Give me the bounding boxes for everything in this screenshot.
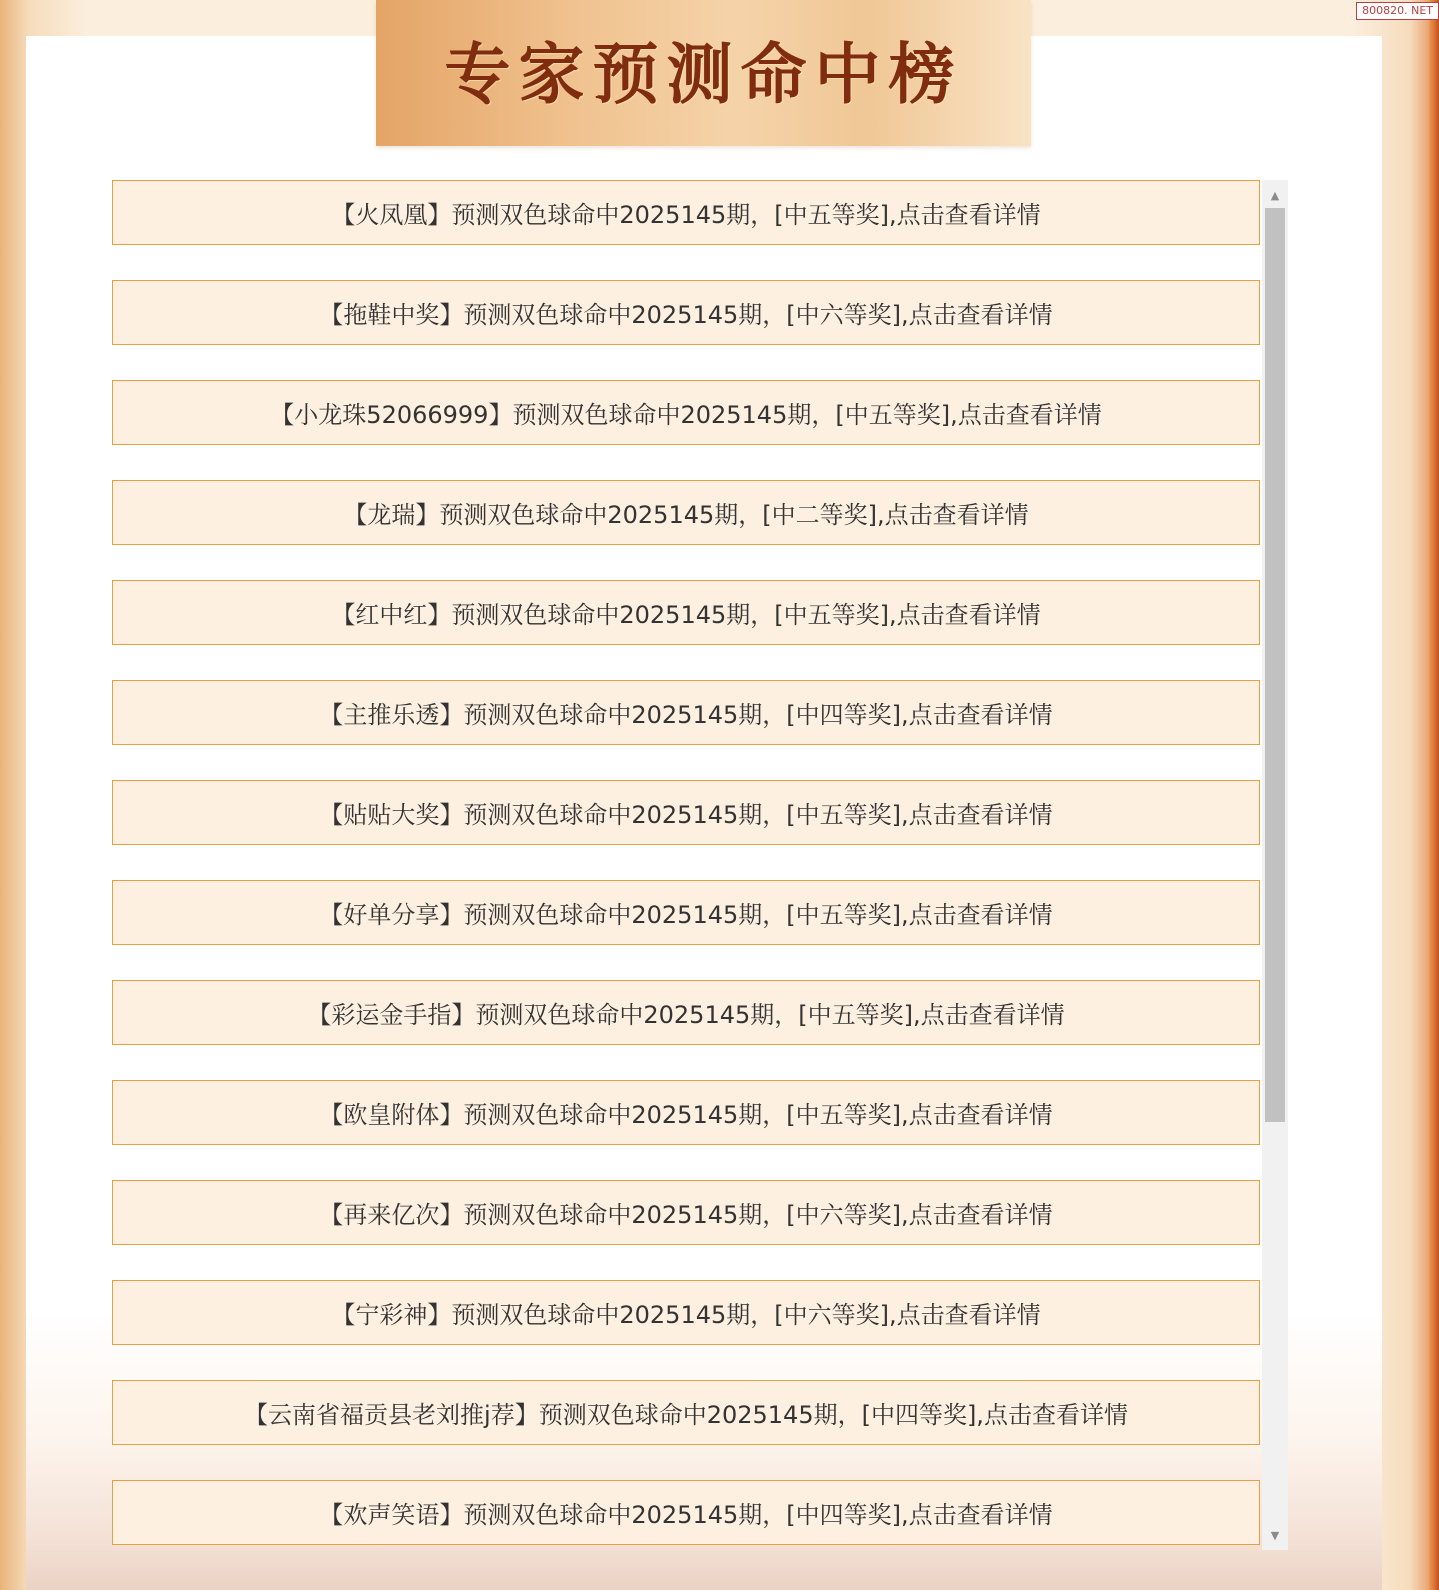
list-scrollbar[interactable] [1262, 180, 1288, 1550]
list-item[interactable] [112, 1380, 1260, 1445]
list-item-label: 【欢声笑语】预测双色球命中2025145期，[中四等奖],点击查看详情 [319, 1501, 1053, 1529]
page-title: 专家预测命中榜 [444, 36, 963, 113]
list-item[interactable] [112, 780, 1260, 845]
list-item-label: 【再来亿次】预测双色球命中2025145期，[中六等奖],点击查看详情 [319, 1201, 1053, 1229]
list-item[interactable] [112, 1080, 1260, 1145]
list-item[interactable] [112, 180, 1260, 245]
list-item[interactable] [112, 280, 1260, 345]
list-item-label: 【主推乐透】预测双色球命中2025145期，[中四等奖],点击查看详情 [319, 701, 1053, 729]
list-item-label: 【火凤凰】预测双色球命中2025145期，[中五等奖],点击查看详情 [331, 201, 1041, 229]
list-item-label: 【贴贴大奖】预测双色球命中2025145期，[中五等奖],点击查看详情 [319, 801, 1053, 829]
list-item-label: 【拖鞋中奖】预测双色球命中2025145期，[中六等奖],点击查看详情 [319, 301, 1053, 329]
scroll-down-icon[interactable]: ▼ [1270, 1528, 1280, 1542]
scroll-up-icon[interactable]: ▲ [1270, 188, 1280, 202]
list-item[interactable] [112, 480, 1260, 545]
list-item[interactable] [112, 980, 1260, 1045]
scrollbar-thumb[interactable] [1265, 208, 1285, 1122]
list-item-label: 【云南省福贡县老刘推j荐】预测双色球命中2025145期，[中四等奖],点击查看详情 [244, 1401, 1128, 1429]
list-item-label: 【龙瑞】预测双色球命中2025145期，[中二等奖],点击查看详情 [343, 501, 1029, 529]
list-item[interactable] [112, 1280, 1260, 1345]
list-item[interactable] [112, 680, 1260, 745]
list-item[interactable] [112, 1180, 1260, 1245]
list-item[interactable] [112, 880, 1260, 945]
list-item[interactable] [112, 380, 1260, 445]
list-item-label: 【彩运金手指】预测双色球命中2025145期，[中五等奖],点击查看详情 [307, 1001, 1065, 1029]
page-right-edge [1429, 0, 1439, 1590]
header-banner [376, 0, 1031, 146]
list-item-label: 【小龙珠52066999】预测双色球命中2025145期，[中五等奖],点击查看详情 [270, 401, 1102, 429]
list-item-label: 【好单分享】预测双色球命中2025145期，[中五等奖],点击查看详情 [319, 901, 1053, 929]
list-item-label: 【欧皇附体】预测双色球命中2025145期，[中五等奖],点击查看详情 [319, 1101, 1053, 1129]
watermark: 800820. NET [1356, 2, 1439, 20]
expert-hit-list [112, 180, 1260, 1570]
list-item[interactable] [112, 1480, 1260, 1545]
list-item[interactable] [112, 580, 1260, 645]
list-item-label: 【宁彩神】预测双色球命中2025145期，[中六等奖],点击查看详情 [331, 1301, 1041, 1329]
list-item-label: 【红中红】预测双色球命中2025145期，[中五等奖],点击查看详情 [331, 601, 1041, 629]
